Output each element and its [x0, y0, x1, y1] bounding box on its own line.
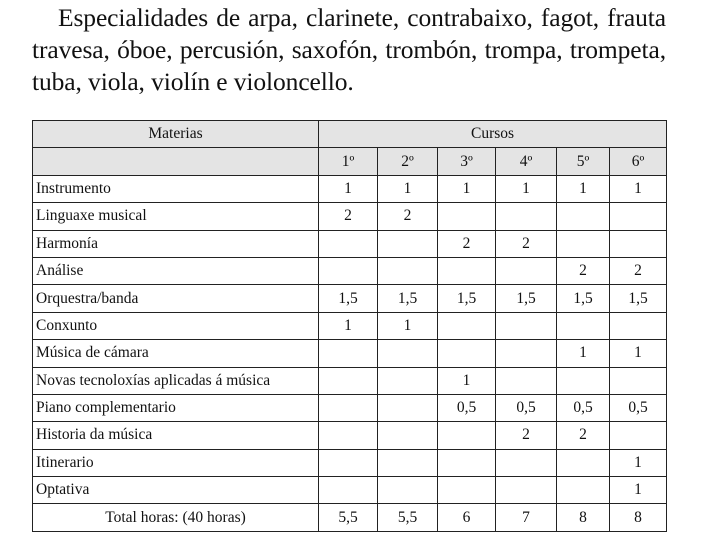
table-row [33, 257, 667, 284]
total-value: 6 [438, 504, 496, 531]
hours-cell: 1 [496, 175, 557, 202]
subject-cell: Itinerario [33, 449, 319, 476]
hours-cell: 1 [378, 312, 438, 339]
hours-cell [557, 230, 610, 257]
subject-cell: Historia da música [33, 422, 319, 449]
hours-cell [438, 257, 496, 284]
intro-paragraph: Especialidades de arpa, clarinete, contrabaixo, fagot, frauta travesa, óboe, percusión, saxofón, trombón, trompa, trompeta, tuba, viola, violín e violoncello. [32, 3, 666, 96]
hours-cell [496, 340, 557, 367]
table-row [33, 285, 667, 312]
hours-cell [557, 449, 610, 476]
table-header-row [33, 121, 667, 148]
hours-cell: 2 [610, 257, 667, 284]
hours-cell [319, 394, 378, 421]
hours-cell [378, 367, 438, 394]
hours-cell [610, 312, 667, 339]
hours-cell: 1 [610, 340, 667, 367]
header-year: 5º [557, 148, 610, 175]
hours-cell: 1 [610, 175, 667, 202]
total-value: 5,5 [378, 504, 438, 531]
hours-cell [438, 340, 496, 367]
hours-cell: 1 [378, 175, 438, 202]
hours-cell [496, 477, 557, 504]
hours-cell [610, 422, 667, 449]
table-row [33, 422, 667, 449]
hours-cell: 0,5 [496, 394, 557, 421]
subject-cell: Conxunto [33, 312, 319, 339]
header-year: 6º [610, 148, 667, 175]
hours-cell: 1 [319, 312, 378, 339]
hours-cell [378, 340, 438, 367]
header-year: 4º [496, 148, 557, 175]
header-year: 2º [378, 148, 438, 175]
hours-cell: 1 [319, 175, 378, 202]
hours-cell: 1,5 [557, 285, 610, 312]
hours-cell: 1,5 [438, 285, 496, 312]
hours-cell: 2 [557, 422, 610, 449]
table-row [33, 367, 667, 394]
hours-cell: 2 [496, 422, 557, 449]
hours-cell: 2 [378, 203, 438, 230]
hours-cell [378, 449, 438, 476]
subject-cell: Instrumento [33, 175, 319, 202]
total-row [33, 504, 667, 531]
hours-cell [378, 230, 438, 257]
hours-cell [557, 312, 610, 339]
hours-cell [438, 203, 496, 230]
hours-cell: 1,5 [378, 285, 438, 312]
hours-cell [438, 477, 496, 504]
hours-cell [378, 394, 438, 421]
hours-cell [319, 230, 378, 257]
header-year: 3º [438, 148, 496, 175]
hours-cell: 2 [319, 203, 378, 230]
header-year: 1º [319, 148, 378, 175]
hours-cell [378, 477, 438, 504]
hours-cell: 1 [557, 340, 610, 367]
total-label: Total horas: (40 horas) [33, 504, 319, 531]
hours-cell [319, 422, 378, 449]
subject-cell: Optativa [33, 477, 319, 504]
hours-cell [557, 367, 610, 394]
total-value: 8 [610, 504, 667, 531]
total-value: 5,5 [319, 504, 378, 531]
hours-cell [438, 422, 496, 449]
hours-cell [610, 230, 667, 257]
hours-cell [496, 257, 557, 284]
hours-cell: 2 [557, 257, 610, 284]
hours-cell [378, 422, 438, 449]
hours-cell: 0,5 [610, 394, 667, 421]
table-row [33, 477, 667, 504]
table-row [33, 449, 667, 476]
total-value: 7 [496, 504, 557, 531]
hours-cell [378, 257, 438, 284]
hours-cell: 1,5 [496, 285, 557, 312]
table-row [33, 175, 667, 202]
table-row [33, 312, 667, 339]
hours-cell [438, 449, 496, 476]
subject-cell: Piano complementario [33, 394, 319, 421]
hours-cell: 2 [496, 230, 557, 257]
subject-cell: Música de cámara [33, 340, 319, 367]
hours-cell [496, 449, 557, 476]
hours-cell: 1 [438, 175, 496, 202]
subject-cell: Novas tecnoloxías aplicadas á música [33, 367, 319, 394]
hours-cell: 1,5 [319, 285, 378, 312]
hours-cell [319, 340, 378, 367]
hours-cell: 1 [610, 477, 667, 504]
table-row [33, 340, 667, 367]
header-blank [33, 148, 319, 175]
hours-cell: 1,5 [610, 285, 667, 312]
hours-cell [319, 477, 378, 504]
hours-cell [557, 477, 610, 504]
hours-cell [610, 367, 667, 394]
hours-cell: 1 [610, 449, 667, 476]
hours-cell: 1 [557, 175, 610, 202]
table-years-row [33, 148, 667, 175]
hours-cell [438, 312, 496, 339]
subjects-table [32, 120, 667, 532]
header-courses: Cursos [319, 121, 667, 148]
subject-cell: Análise [33, 257, 319, 284]
hours-cell: 0,5 [438, 394, 496, 421]
header-subjects: Materias [33, 121, 319, 148]
hours-cell: 0,5 [557, 394, 610, 421]
hours-cell: 2 [438, 230, 496, 257]
table-row [33, 230, 667, 257]
subject-cell: Orquestra/banda [33, 285, 319, 312]
hours-cell [557, 203, 610, 230]
subject-cell: Harmonía [33, 230, 319, 257]
hours-cell [496, 367, 557, 394]
hours-cell [319, 257, 378, 284]
hours-cell [496, 203, 557, 230]
subject-cell: Linguaxe musical [33, 203, 319, 230]
hours-cell [610, 203, 667, 230]
hours-cell: 1 [438, 367, 496, 394]
table-row [33, 394, 667, 421]
hours-cell [319, 367, 378, 394]
table-row [33, 203, 667, 230]
total-value: 8 [557, 504, 610, 531]
hours-cell [319, 449, 378, 476]
hours-cell [496, 312, 557, 339]
